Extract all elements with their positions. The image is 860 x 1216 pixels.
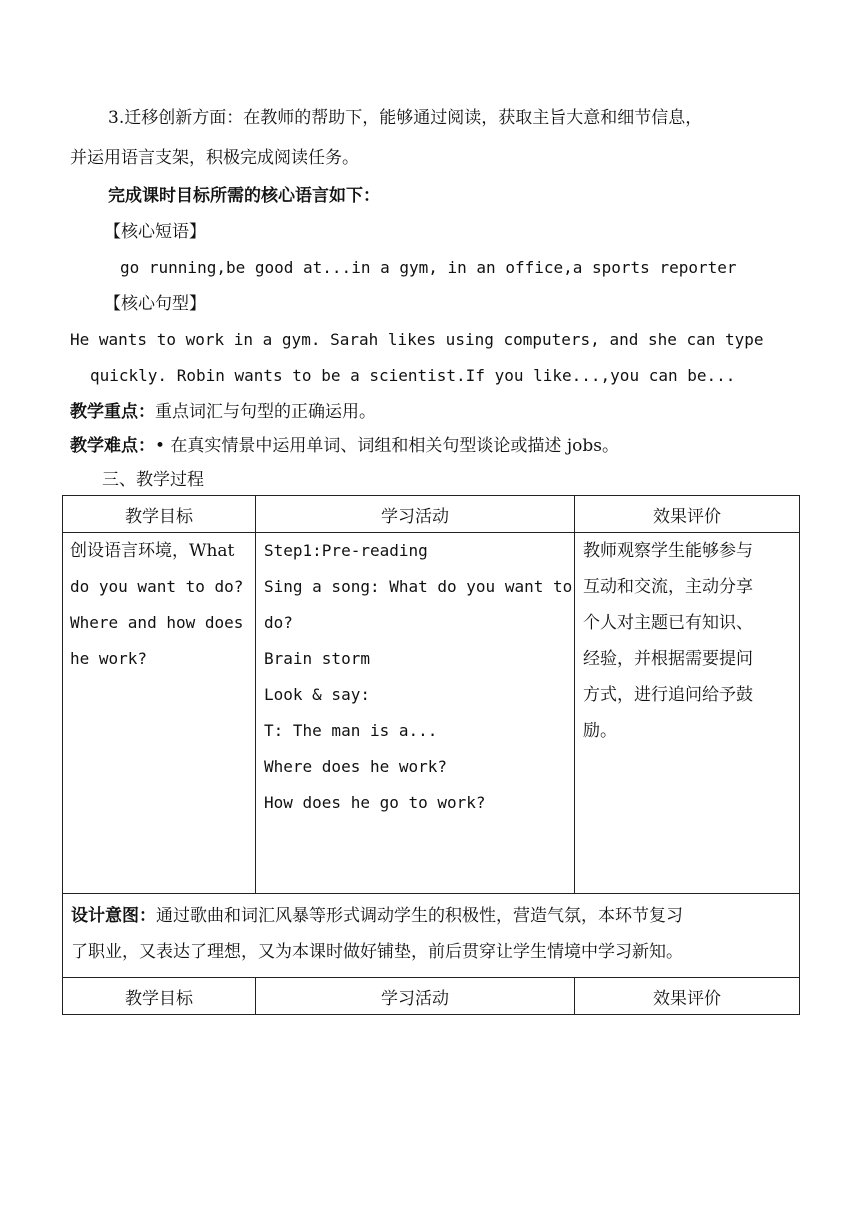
goal-3-line-2: 并运用语言支架，积极完成阅读任务。 (70, 148, 359, 168)
teaching-difficulty (70, 434, 619, 458)
design-intent-line-2: 了职业，又表达了理想，又为本课时做好铺垫，前后贯穿让学生情境中学习新知。 (71, 942, 683, 962)
table-row (63, 533, 800, 894)
evaluation-line: 互动和交流，主动分享 (583, 577, 753, 597)
activity-cell (256, 533, 575, 894)
activity-line: Brain storm (264, 649, 370, 668)
core-sentences-line-1: He wants to work in a gym. Sarah likes using computers, and she can type (70, 330, 764, 349)
evaluation-cell (575, 533, 800, 894)
design-intent-label: 设计意图： (71, 906, 156, 926)
activity-line: T: The man is a... (264, 721, 438, 740)
evaluation-line: 教师观察学生能够参与 (583, 541, 753, 561)
design-intent-row (63, 894, 800, 978)
activity-line: How does he go to work? (264, 793, 486, 812)
header-teaching-goal: 教学目标 (63, 496, 256, 533)
teaching-focus-text: 重点词汇与句型的正确运用。 (155, 402, 376, 422)
core-phrases: go running,be good at...in a gym, in an office,a sports reporter (120, 258, 737, 277)
activity-line: Sing a song: What do you want to (264, 577, 573, 596)
teaching-process-table (62, 495, 800, 1015)
design-intent-line-1: 通过歌曲和词汇风暴等形式调动学生的积极性，营造气氛，本环节复习 (156, 906, 683, 926)
teaching-focus (70, 400, 376, 424)
header-learning-activity: 学习活动 (256, 496, 575, 533)
design-intent-cell (63, 894, 800, 978)
table-header-row-2 (63, 978, 800, 1015)
header-evaluation: 效果评价 (575, 496, 800, 533)
teaching-difficulty-label: 教学难点： (70, 436, 155, 456)
evaluation-line: 励。 (583, 721, 617, 741)
activity-line: Step1:Pre-reading (264, 541, 428, 560)
core-language-heading: 完成课时目标所需的核心语言如下： (108, 186, 380, 206)
goal-line: Where and how does (70, 613, 244, 632)
evaluation-line: 方式，进行追问给予鼓 (583, 685, 753, 705)
teaching-focus-label: 教学重点： (70, 402, 155, 422)
activity-line: Look & say: (264, 685, 370, 704)
teaching-difficulty-text: • 在真实情景中运用单词、词组和相关句型谈论或描述 jobs。 (155, 436, 619, 456)
activity-line: Where does he work? (264, 757, 448, 776)
header-teaching-goal-2: 教学目标 (63, 978, 256, 1015)
header-evaluation-2: 效果评价 (575, 978, 800, 1015)
core-sentences-label: 【核心句型】 (104, 294, 206, 314)
activity-line: do? (264, 613, 293, 632)
evaluation-line: 经验，并根据需要提问 (583, 649, 753, 669)
section-title: 三、教学过程 (102, 470, 204, 490)
goal-cell (63, 533, 256, 894)
goal-3-line-1: 3.迁移创新方面：在教师的帮助下，能够通过阅读，获取主旨大意和细节信息， (108, 108, 703, 128)
goal-line: he work? (70, 649, 148, 668)
core-phrases-label: 【核心短语】 (104, 222, 206, 242)
core-sentences-line-2: quickly. Robin wants to be a scientist.If you like...,you can be... (90, 366, 736, 385)
header-learning-activity-2: 学习活动 (256, 978, 575, 1015)
table-header-row (63, 496, 800, 533)
evaluation-line: 个人对主题已有知识、 (583, 613, 753, 633)
goal-line: 创设语言环境，What (70, 541, 235, 561)
goal-line: do you want to do? (70, 577, 244, 596)
